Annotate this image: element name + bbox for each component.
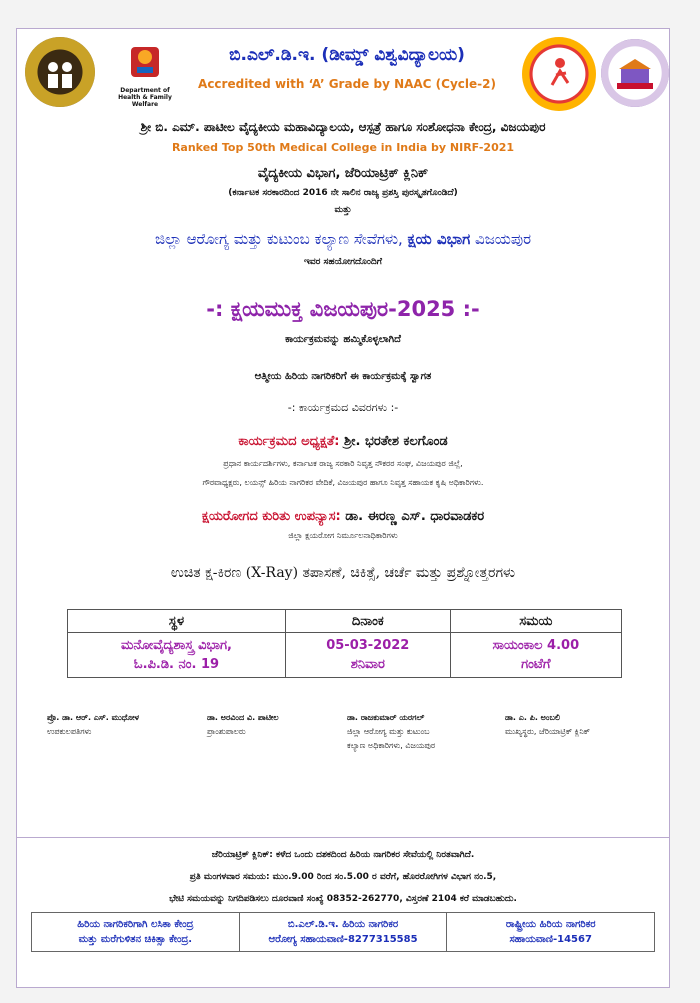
partner-line xyxy=(17,230,669,248)
box-line: ರಾಷ್ಟ್ರೀಯ ಹಿರಿಯ ನಾಗರಿಕರ xyxy=(505,919,596,930)
welcome-text: ಆತ್ಮೀಯ ಹಿರಿಯ ನಾಗರಿಕರಿಗೆ ಈ ಕಾರ್ಯಕ್ರಮಕ್ಕೆ ಸ್ವಾಗತ xyxy=(254,371,432,382)
talk-speaker: ಡಾ. ಈರಣ್ಣ ಎಸ್. ಧಾರವಾಡಕರ xyxy=(345,509,485,524)
partner-city: ವಿಜಯಪುರ xyxy=(475,230,532,248)
chair-label: ಕಾರ್ಯಕ್ರಮದ ಅಧ್ಯಕ್ಷತೆ: xyxy=(238,434,340,449)
signatory-4 xyxy=(505,711,590,739)
footer-line-1: ಜೆರಿಯಾಟ್ರಿಕ್ ಕ್ಲಿನಿಕ್: ಕಳೆದ ಒಂದು ದಶಕದಿಂದ ಹಿರಿಯ ನಾಗರಿಕರ ಸೇವೆಯಲ್ಲಿ ನಿರತವಾಗಿದೆ. xyxy=(211,850,475,860)
running-figure-icon xyxy=(522,37,596,111)
medical-college-logo xyxy=(601,39,669,107)
footer-line-2: ಪ್ರತಿ ಮಂಗಳವಾರ ಸಮಯ: ಮುಂ.9.00 ರಿಂದ ಸಂ.5.00 ರ ವರೆಗೆ, ಹೊರರೋಗಿಗಳ ವಿಭಾಗ ನಂ.5, xyxy=(189,872,497,882)
award-note: (ಕರ್ನಾಟಕ ಸರಕಾರದಿಂದ 2016 ನೇ ಸಾಲಿನ ರಾಜ್ಯ ಪ್ರಶಸ್ತಿ ಪುರಸ್ಕೃತಗೊಂಡಿದೆ) xyxy=(228,188,458,198)
box-line: ಬಿ.ಎಲ್.ಡಿ.ಇ. ಹಿರಿಯ ನಾಗರಿಕರ xyxy=(287,919,399,930)
naac-accreditation: Accredited with ‘A’ Grade by NAAC (Cycle-2) xyxy=(198,77,496,91)
dept-logo-text: Department of Health & Family Welfare xyxy=(118,87,172,108)
college-name: ಶ್ರೀ ಬಿ. ಎಮ್. ಪಾಟೀಲ ವೈದ್ಯಕೀಯ ಮಹಾವಿದ್ಯಾಲಯ, ಆಸ್ಪತ್ರೆ ಹಾಗೂ ಸಂಶೋಧನಾ ಕೇಂದ್ರ, ವಿಜಯಪುರ xyxy=(140,120,546,134)
venue-line-1: ಮನೋವೈದ್ಯಶಾಸ್ತ್ರ ವಿಭಾಗ, xyxy=(120,638,232,653)
header-venue: ಸ್ಥಳ xyxy=(68,610,286,633)
chair-name: ಶ್ರೀ. ಭರತೇಶ ಕಲಗೊಂಡ xyxy=(344,434,448,449)
partner-tb-division: ಕ್ಷಯ ವಿಭಾಗ xyxy=(407,230,471,248)
signatory-role: ಉಪಕುಲಪತಿಗಳು xyxy=(47,727,92,736)
department-name: ವೈದ್ಯಕೀಯ ವಿಭಾಗ, ಜೆರಿಯಾಟ್ರಿಕ್ ಕ್ಲಿನಿಕ್ xyxy=(257,166,429,181)
signatory-role: ಪ್ರಾಂಶುಪಾಲರು xyxy=(207,727,246,736)
event-organized: ಕಾರ್ಯಕ್ರಮವನ್ನು ಹಮ್ಮಿಕೊಳ್ಳಲಾಗಿದೆ xyxy=(285,334,401,345)
national-helpline-box xyxy=(447,913,654,951)
services-text: ಉಚಿತ ಕ್ಷ-ಕಿರಣ (X-Ray) ತಪಾಸಣೆ, ಚಿಕಿತ್ಸೆ, ಚರ್ಚೆ ಮತ್ತು ಪ್ರಶ್ನೋತ್ತರಗಳು xyxy=(170,565,516,581)
talk-desc: ಜಿಲ್ಲಾ ಕ್ಷಯರೋಗ ನಿರ್ಮೂಲನಾಧಿಕಾರಿಗಳು xyxy=(288,531,398,540)
box-line: ಆರೋಗ್ಯ ಸಹಾಯವಾಣಿ-8277315585 xyxy=(268,934,418,945)
venue-line-2: ಓ.ಪಿ.ಡಿ. ನಂ. 19 xyxy=(133,657,220,672)
time-cell xyxy=(450,633,621,678)
time-value: ಸಾಯಂಕಾಲ 4.00 xyxy=(492,638,580,653)
people-icon xyxy=(25,37,95,107)
date-cell xyxy=(285,633,450,678)
event-title: -: ಕ್ಷಯಮುಕ್ತ ವಿಜಯಪುರ-2025 :- xyxy=(206,297,480,321)
talk-label: ಕ್ಷಯರೋಗದ ಕುರಿತು ಉಪನ್ಯಾಸ: xyxy=(201,509,341,524)
signatory-role: ಜಿಲ್ಲಾ ಆರೋಗ್ಯ ಮತ್ತು ಕುಟುಂಬ xyxy=(347,727,430,736)
talk-line xyxy=(17,509,669,524)
signatory-role-2: ಕಲ್ಯಾಣ ಅಧಿಕಾರಿಗಳು, ವಿಜಯಪುರ xyxy=(347,741,436,750)
signatory-name: ಡಾ. ಎ. ಪಿ. ಅಂಬಲಿ xyxy=(505,713,560,722)
emblem-icon xyxy=(123,39,167,83)
time-suffix: ಗಂಟೆಗೆ xyxy=(521,657,551,672)
building-icon xyxy=(601,39,669,107)
signatory-3 xyxy=(347,711,435,753)
tb-elimination-logo xyxy=(522,37,596,111)
vaccination-center-box xyxy=(32,913,240,951)
box-line: ಹಿರಿಯ ನಾಗರಿಕರಿಗಾಗಿ ಲಸಿಕಾ ಕೇಂದ್ರ xyxy=(77,919,194,930)
footer-line-3: ಭೇಟಿ ಸಮಯವನ್ನು ನಿಗದಿಪಡಿಸಲು ದೂರವಾಣಿ ಸಂಖ್ಯೆ 08352-262770, ವಿಸ್ತರಣೆ 2104 ಕರೆ ಮಾಡಬಹುದು. xyxy=(169,894,517,904)
chair-desc-2: ಗೌರವಾಧ್ಯಕ್ಷರು, ಲಯನ್ಸ್ ಹಿರಿಯ ನಾಗರಿಕರ ವೇದಿಕೆ, ವಿಜಯಪುರ ಹಾಗೂ ನಿವೃತ್ತ ಸಹಾಯಕ ಕೃಷಿ ಅಧಿಕಾರಿಗಳು. xyxy=(202,478,484,487)
and-text: ಮತ್ತು xyxy=(334,205,352,215)
header-time: ಸಮಯ xyxy=(450,610,621,633)
state-emblem-logo xyxy=(113,39,177,107)
partner-services: ಜಿಲ್ಲಾ ಆರೋಗ್ಯ ಮತ್ತು ಕುಟುಂಬ ಕಲ್ಯಾಣ ಸೇವೆಗಳು, xyxy=(154,230,403,248)
schedule-row xyxy=(68,633,622,678)
footer-info-boxes xyxy=(31,912,655,952)
details-heading: -: ಕಾರ್ಯಕ್ರಮದ ವಿವರಗಳು :- xyxy=(287,401,399,414)
senior-citizens-logo xyxy=(25,37,95,107)
signatory-role: ಮುಖ್ಯಸ್ಥರು, ಜೆರಿಯಾಟ್ರಿಕ್ ಕ್ಲಿನಿಕ್ xyxy=(505,727,590,736)
chair-desc-1: ಪ್ರಧಾನ ಕಾರ್ಯದರ್ಶಿಗಳು, ಕರ್ನಾಟಕ ರಾಜ್ಯ ಸರಕಾರಿ ನಿವೃತ್ತ ನೌಕರರ ಸಂಘ, ವಿಜಯಪುರ ಜಿಲ್ಲೆ, xyxy=(223,459,463,468)
box-line: ಮತ್ತು ಮರೆಗುಳಿತನ ಚಿಕಿತ್ಸಾ ಕೇಂದ್ರ. xyxy=(78,934,193,945)
schedule-table xyxy=(67,609,622,678)
signatory-name: ಡಾ. ಅರವಿಂದ ವಿ. ಪಾಟೀಲ xyxy=(207,713,279,722)
venue-cell xyxy=(68,633,286,678)
nirf-ranking: Ranked Top 50th Medical College in India by NIRF-2021 xyxy=(171,141,515,154)
collaboration-text: ಇವರ ಸಹಯೋಗದೊಂದಿಗೆ xyxy=(304,257,382,267)
box-line: ಸಹಾಯವಾಣಿ-14567 xyxy=(509,934,592,945)
footer-divider xyxy=(17,837,669,838)
day-value: ಶನಿವಾರ xyxy=(350,657,385,672)
signatory-2 xyxy=(207,711,279,739)
university-title: ಬಿ.ಎಲ್.ಡಿ.ಇ. (ಡೀಮ್ಡ್ ವಿಶ್ವವಿದ್ಯಾಲಯ) xyxy=(229,45,465,65)
signatory-name: ಪ್ರೊ. ಡಾ. ಆರ್. ಎಸ್. ಮುಧೋಳ xyxy=(47,713,139,722)
signatory-name: ಡಾ. ರಾಜಕುಮಾರ್ ಯರಗಲ್ xyxy=(347,713,425,722)
date-value: 05-03-2022 xyxy=(326,638,410,653)
blde-helpline-box xyxy=(240,913,448,951)
poster-sheet xyxy=(16,28,670,988)
schedule-header-row xyxy=(68,610,622,633)
header-date: ದಿನಾಂಕ xyxy=(285,610,450,633)
chair-line xyxy=(17,434,669,449)
signatory-1 xyxy=(47,711,139,739)
